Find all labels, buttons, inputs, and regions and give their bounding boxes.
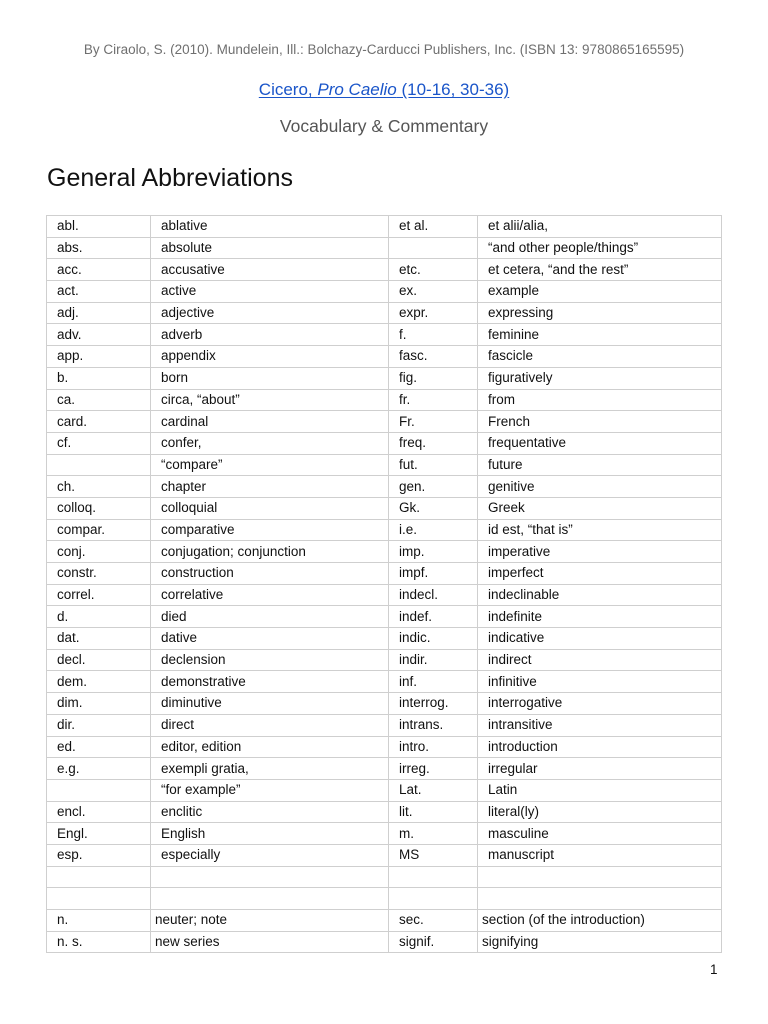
right-abbreviation-cell: intrans. [389,714,478,736]
right-abbreviation-cell: Lat. [389,779,478,801]
left-abbreviation-cell: n. [47,910,151,932]
right-abbreviation-cell: Gk. [389,497,478,519]
right-meaning-cell: interrogative [478,693,722,715]
table-row [47,584,722,606]
right-abbreviation-cell: sec. [389,910,478,932]
right-abbreviation-cell: gen. [389,476,478,498]
left-abbreviation-cell: d. [47,606,151,628]
right-abbreviation-cell: MS [389,844,478,866]
table-row [47,758,722,780]
document-title-link[interactable] [0,80,768,100]
left-meaning-cell: confer, [151,432,389,454]
left-abbreviation-cell: encl. [47,801,151,823]
left-abbreviation-cell: adv. [47,324,151,346]
right-abbreviation-cell: et al. [389,216,478,238]
abbreviations-table-body [47,216,722,953]
left-meaning-cell: ablative [151,216,389,238]
left-abbreviation-cell [47,779,151,801]
section-heading: General Abbreviations [47,164,293,192]
left-abbreviation-cell: e.g. [47,758,151,780]
table-row [47,866,722,888]
left-meaning-cell: “for example” [151,779,389,801]
right-meaning-cell: from [478,389,722,411]
right-abbreviation-cell [389,888,478,910]
right-meaning-cell [478,866,722,888]
table-row [47,888,722,910]
left-meaning-cell [151,866,389,888]
right-meaning-cell: future [478,454,722,476]
left-meaning-cell: active [151,281,389,303]
left-meaning-cell: demonstrative [151,671,389,693]
left-abbreviation-cell: card. [47,411,151,433]
left-abbreviation-cell: decl. [47,649,151,671]
table-row [47,519,722,541]
left-meaning-cell [151,888,389,910]
right-meaning-cell: manuscript [478,844,722,866]
left-meaning-cell: diminutive [151,693,389,715]
right-abbreviation-cell: Fr. [389,411,478,433]
left-abbreviation-cell: correl. [47,584,151,606]
right-meaning-cell: Greek [478,497,722,519]
left-abbreviation-cell: colloq. [47,497,151,519]
right-abbreviation-cell: expr. [389,302,478,324]
right-meaning-cell: intransitive [478,714,722,736]
left-abbreviation-cell: ch. [47,476,151,498]
table-row [47,563,722,585]
abbreviations-table [46,215,722,953]
table-row [47,432,722,454]
source-citation: By Ciraolo, S. (2010). Mundelein, Ill.: Bolchazy-Carducci Publishers, Inc. (ISBN 13: 9780865165595) [83,42,685,57]
right-abbreviation-cell: lit. [389,801,478,823]
left-meaning-cell: editor, edition [151,736,389,758]
right-abbreviation-cell: indic. [389,628,478,650]
left-abbreviation-cell [47,866,151,888]
table-row [47,649,722,671]
left-abbreviation-cell: compar. [47,519,151,541]
right-abbreviation-cell: freq. [389,432,478,454]
left-meaning-cell: comparative [151,519,389,541]
left-meaning-cell: especially [151,844,389,866]
left-abbreviation-cell: ca. [47,389,151,411]
left-abbreviation-cell [47,454,151,476]
right-meaning-cell: indirect [478,649,722,671]
left-abbreviation-cell: cf. [47,432,151,454]
table-row [47,671,722,693]
right-abbreviation-cell: imp. [389,541,478,563]
right-abbreviation-cell: fut. [389,454,478,476]
left-meaning-cell: adjective [151,302,389,324]
right-meaning-cell: irregular [478,758,722,780]
table-row [47,541,722,563]
table-row [47,216,722,238]
right-meaning-cell: literal(ly) [478,801,722,823]
left-meaning-cell: new series [151,931,389,953]
right-abbreviation-cell: inf. [389,671,478,693]
right-abbreviation-cell: irreg. [389,758,478,780]
page-number: 1 [710,962,718,977]
right-abbreviation-cell: impf. [389,563,478,585]
right-meaning-cell: et cetera, “and the rest” [478,259,722,281]
left-meaning-cell: declension [151,649,389,671]
table-row [47,714,722,736]
table-row [47,910,722,932]
table-row [47,736,722,758]
right-abbreviation-cell: indef. [389,606,478,628]
right-meaning-cell: French [478,411,722,433]
table-row [47,302,722,324]
left-meaning-cell: conjugation; conjunction [151,541,389,563]
table-row [47,346,722,368]
right-meaning-cell: figuratively [478,367,722,389]
left-meaning-cell: colloquial [151,497,389,519]
right-abbreviation-cell: fr. [389,389,478,411]
right-abbreviation-cell: i.e. [389,519,478,541]
left-meaning-cell: chapter [151,476,389,498]
right-meaning-cell: section (of the introduction) [478,910,722,932]
table-row [47,497,722,519]
right-abbreviation-cell: indecl. [389,584,478,606]
left-abbreviation-cell: constr. [47,563,151,585]
left-abbreviation-cell: n. s. [47,931,151,953]
right-meaning-cell: imperfect [478,563,722,585]
left-abbreviation-cell: dat. [47,628,151,650]
right-meaning-cell: genitive [478,476,722,498]
left-abbreviation-cell: adj. [47,302,151,324]
left-abbreviation-cell [47,888,151,910]
left-abbreviation-cell: conj. [47,541,151,563]
right-meaning-cell: masculine [478,823,722,845]
left-meaning-cell: enclitic [151,801,389,823]
left-meaning-cell: neuter; note [151,910,389,932]
right-meaning-cell: “and other people/things” [478,237,722,259]
table-row [47,281,722,303]
right-abbreviation-cell: ex. [389,281,478,303]
table-row [47,476,722,498]
right-meaning-cell: indefinite [478,606,722,628]
left-meaning-cell: English [151,823,389,845]
left-abbreviation-cell: dir. [47,714,151,736]
left-abbreviation-cell: act. [47,281,151,303]
title-sections: (10-16, 30-36) [396,80,510,99]
right-abbreviation-cell: signif. [389,931,478,953]
right-abbreviation-cell: f. [389,324,478,346]
right-meaning-cell: expressing [478,302,722,324]
right-abbreviation-cell: indir. [389,649,478,671]
right-abbreviation-cell: fasc. [389,346,478,368]
right-meaning-cell: signifying [478,931,722,953]
table-row [47,931,722,953]
table-row [47,801,722,823]
right-meaning-cell: introduction [478,736,722,758]
left-meaning-cell: died [151,606,389,628]
left-abbreviation-cell: acc. [47,259,151,281]
left-meaning-cell: circa, “about” [151,389,389,411]
table-row [47,259,722,281]
left-abbreviation-cell: b. [47,367,151,389]
left-abbreviation-cell: ed. [47,736,151,758]
right-abbreviation-cell: etc. [389,259,478,281]
table-row [47,823,722,845]
right-meaning-cell: et alii/alia, [478,216,722,238]
left-abbreviation-cell: abs. [47,237,151,259]
left-abbreviation-cell: esp. [47,844,151,866]
document-subtitle: Vocabulary & Commentary [279,116,489,136]
left-meaning-cell: construction [151,563,389,585]
left-meaning-cell: born [151,367,389,389]
table-row [47,454,722,476]
right-meaning-cell: id est, “that is” [478,519,722,541]
right-meaning-cell: imperative [478,541,722,563]
table-row [47,367,722,389]
title-author: Cicero, [258,80,318,99]
left-meaning-cell: absolute [151,237,389,259]
left-meaning-cell: adverb [151,324,389,346]
table-row [47,779,722,801]
table-row [47,324,722,346]
table-row [47,844,722,866]
right-abbreviation-cell [389,866,478,888]
table-row [47,606,722,628]
right-abbreviation-cell: fig. [389,367,478,389]
left-abbreviation-cell: abl. [47,216,151,238]
left-meaning-cell: exempli gratia, [151,758,389,780]
right-meaning-cell: infinitive [478,671,722,693]
right-meaning-cell: indicative [478,628,722,650]
right-meaning-cell: example [478,281,722,303]
left-meaning-cell: cardinal [151,411,389,433]
left-meaning-cell: accusative [151,259,389,281]
left-meaning-cell: dative [151,628,389,650]
left-abbreviation-cell: dem. [47,671,151,693]
left-abbreviation-cell: Engl. [47,823,151,845]
right-meaning-cell: feminine [478,324,722,346]
left-meaning-cell: “compare” [151,454,389,476]
table-row [47,693,722,715]
right-abbreviation-cell [389,237,478,259]
right-meaning-cell: indeclinable [478,584,722,606]
left-meaning-cell: correlative [151,584,389,606]
right-abbreviation-cell: m. [389,823,478,845]
right-meaning-cell [478,888,722,910]
right-abbreviation-cell: intro. [389,736,478,758]
table-row [47,628,722,650]
title-work: Pro Caelio [317,80,397,99]
table-row [47,411,722,433]
left-meaning-cell: direct [151,714,389,736]
right-meaning-cell: fascicle [478,346,722,368]
right-abbreviation-cell: interrog. [389,693,478,715]
table-row [47,389,722,411]
right-meaning-cell: frequentative [478,432,722,454]
table-row [47,237,722,259]
right-meaning-cell: Latin [478,779,722,801]
left-meaning-cell: appendix [151,346,389,368]
left-abbreviation-cell: dim. [47,693,151,715]
left-abbreviation-cell: app. [47,346,151,368]
